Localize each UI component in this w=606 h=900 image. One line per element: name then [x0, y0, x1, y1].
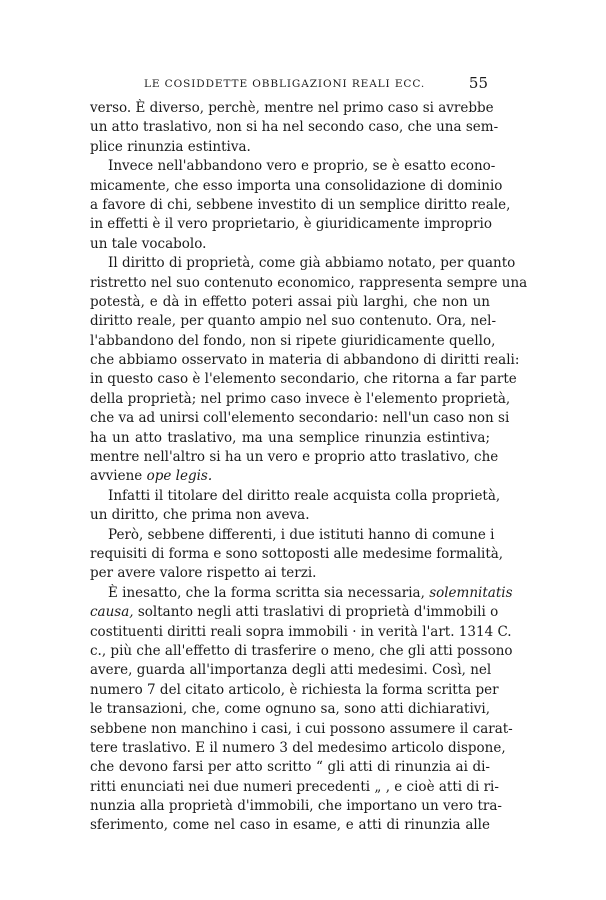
italic-phrase: ope legis.: [146, 468, 213, 485]
text-line: un tale vocabolo.: [90, 235, 207, 252]
text-line: micamente, che esso importa una consolidazione di dominio: [90, 177, 503, 194]
text-line: ha un atto traslativo, ma una semplice rinunzia estintiva;: [90, 429, 490, 446]
text-line: che abbiamo osservato in materia di abbandono di diritti reali:: [90, 352, 520, 369]
italic-phrase: solemnitatis: [429, 584, 513, 601]
text-line: l'abbandono del fondo, non si ripete giuridicamente quello,: [90, 332, 496, 349]
text-line: [90, 467, 490, 486]
text-line: [90, 584, 513, 603]
text-line: sferimento, come nel caso in esame, e atti di rinunzia alle: [90, 817, 490, 834]
running-head: [90, 74, 490, 96]
text-line: che va ad unirsi coll'elemento secondario: nell'un caso non si: [90, 410, 510, 427]
text-segment: avviene: [90, 468, 147, 485]
text-line: nunzia alla proprietà d'immobili, che importano un vero tra-: [90, 798, 502, 815]
text-line: mentre nell'altro si ha un vero e proprio atto traslativo, che: [90, 449, 499, 466]
text-line: della proprietà; nel primo caso invece è l'elemento proprietà,: [90, 390, 511, 407]
page-number: 55: [468, 74, 488, 92]
text-line: [90, 603, 499, 622]
running-title: LE COSIDDETTE OBBLIGAZIONI REALI ECC.: [144, 78, 426, 90]
text-line: potestà, e dà in effetto poteri assai più larghi, che non un: [90, 293, 490, 310]
text-line: numero 7 del citato articolo, è richiesta la forma scritta per: [90, 681, 499, 698]
text-line: Il diritto di proprietà, come già abbiamo notato, per quanto: [108, 255, 516, 272]
text-line: un atto traslativo, non si ha nel secondo caso, che una sem-: [90, 119, 499, 136]
text-line: le transazioni, che, come ognuno sa, sono atti dichiarativi,: [90, 701, 490, 718]
text-line: sebbene non manchino i casi, i cui possono assumere il carat-: [90, 720, 513, 737]
text-line: per avere valore rispetto ai terzi.: [90, 565, 317, 582]
text-line: costituenti diritti reali sopra immobili · in verità l'art. 1314 C.: [90, 623, 512, 640]
text-line: in questo caso è l'elemento secondario, che ritorna a far parte: [90, 371, 517, 388]
text-line: tere traslativo. E il numero 3 del medesimo articolo dispone,: [90, 739, 506, 756]
text-line: in effetti è il vero proprietario, è giuridicamente improprio: [90, 216, 492, 233]
text-line: ristretto nel suo contenuto economico, rappresenta sempre una: [90, 274, 528, 291]
text-line: plice rinunzia estintiva.: [90, 138, 251, 155]
text-line: diritto reale, per quanto ampio nel suo contenuto. Ora, nel-: [90, 313, 497, 330]
body-text: [90, 99, 528, 836]
text-line: Però, sebbene differenti, i due istituti hanno di comune i: [108, 526, 495, 543]
italic-phrase: causa,: [90, 604, 134, 621]
text-segment: soltanto negli atti traslativi di proprietà d'immobili o: [133, 604, 499, 621]
text-line: ritti enunciati nei due numeri precedenti „ , e cioè atti di ri-: [90, 778, 499, 795]
text-line: a favore di chi, sebbene investito di un semplice diritto reale,: [90, 196, 511, 213]
text-line: verso. È diverso, perchè, mentre nel primo caso si avrebbe: [90, 100, 494, 116]
text-line: un diritto, che prima non aveva.: [90, 507, 310, 524]
text-line: requisiti di forma e sono sottoposti alle medesime formalità,: [90, 545, 504, 562]
text-line: c., più che all'effetto di trasferire o meno, che gli atti possono: [90, 642, 513, 659]
text-segment: È inesatto, che la forma scritta sia necessaria,: [108, 584, 430, 601]
text-line: avere, guarda all'importanza degli atti medesimi. Così, nel: [90, 662, 492, 679]
text-line: che devono farsi per atto scritto “ gli atti di rinunzia ai di-: [90, 759, 490, 776]
text-line: Invece nell'abbandono vero e proprio, se è esatto econo-: [108, 158, 496, 175]
text-line: Infatti il titolare del diritto reale acquista colla proprietà,: [108, 487, 501, 504]
